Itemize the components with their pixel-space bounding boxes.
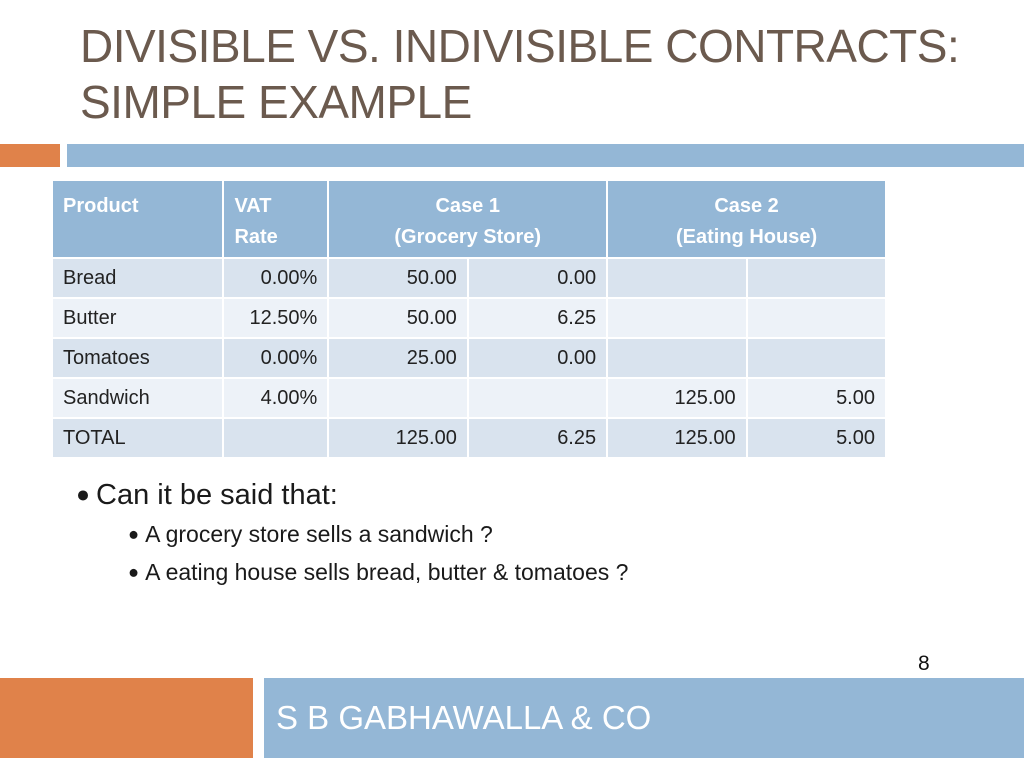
cell-case-2-amount [608, 299, 746, 337]
header-product-label: Product [63, 195, 139, 217]
top-orange-accent-bar [0, 144, 60, 167]
bullet-list [76, 474, 628, 591]
cell-case-1-vat [469, 379, 606, 417]
top-blue-accent-bar [67, 144, 1024, 167]
cell-case-2-vat [748, 299, 885, 337]
cell-product: Butter [53, 299, 222, 337]
cell-case-2-vat: 5.00 [748, 379, 885, 417]
header-case-2-line-2: (Eating House) [676, 226, 818, 248]
header-product [53, 181, 222, 257]
cell-vat-rate: 0.00% [224, 259, 327, 297]
header-case-2-line-1: Case 2 [714, 195, 779, 217]
cell-case-2-amount [608, 339, 746, 377]
slide-title [80, 18, 1000, 130]
bullet-dot-icon: ● [128, 523, 140, 544]
cell-case-2-amount: 125.00 [608, 379, 746, 417]
bullet-dot-icon: ● [128, 561, 140, 582]
slide-title-line-2: SIMPLE EXAMPLE [80, 76, 472, 128]
header-vat-line-1: VAT [234, 195, 272, 217]
table-row [53, 379, 885, 417]
table-header-row [53, 181, 885, 257]
vat-table [51, 179, 887, 459]
cell-case-2-vat [748, 259, 885, 297]
cell-product: Sandwich [53, 379, 222, 417]
header-case-1-line-1: Case 1 [435, 195, 500, 217]
sub-bullet-item [128, 553, 628, 591]
cell-case-1-amount: 25.00 [329, 339, 467, 377]
cell-vat-rate: 0.00% [224, 339, 327, 377]
cell-product: Bread [53, 259, 222, 297]
sub-bullet-text: A grocery store sells a sandwich ? [145, 521, 493, 547]
header-case-1 [329, 181, 606, 257]
header-vat-rate [224, 181, 327, 257]
bullet-dot-icon: ● [76, 481, 91, 507]
table-row [53, 299, 885, 337]
cell-case-2-vat [748, 339, 885, 377]
bottom-orange-accent-bar [0, 678, 253, 758]
cell-case-2-amount: 125.00 [608, 419, 746, 457]
cell-vat-rate: 12.50% [224, 299, 327, 337]
header-case-2 [608, 181, 885, 257]
cell-case-1-amount [329, 379, 467, 417]
cell-case-1-amount: 50.00 [329, 259, 467, 297]
cell-case-1-amount: 50.00 [329, 299, 467, 337]
bullet-item [76, 474, 628, 515]
sub-bullet-item [128, 515, 628, 553]
cell-case-1-vat: 0.00 [469, 339, 606, 377]
table-total-row [53, 419, 885, 457]
cell-total-label: TOTAL [53, 419, 222, 457]
page-number: 8 [918, 652, 930, 675]
slide-title-line-1: DIVISIBLE VS. INDIVISIBLE CONTRACTS: [80, 20, 960, 72]
footer-company-name: S B GABHAWALLA & CO [276, 699, 652, 736]
sub-bullet-text: A eating house sells bread, butter & tomatoes ? [145, 559, 629, 585]
cell-case-1-vat: 6.25 [469, 299, 606, 337]
table-row [53, 339, 885, 377]
cell-vat-rate: 4.00% [224, 379, 327, 417]
table-row [53, 259, 885, 297]
bullet-text: Can it be said that: [96, 479, 338, 511]
header-case-1-line-2: (Grocery Store) [394, 226, 542, 248]
cell-case-1-amount: 125.00 [329, 419, 467, 457]
cell-product: Tomatoes [53, 339, 222, 377]
cell-case-1-vat: 0.00 [469, 259, 606, 297]
cell-case-2-vat: 5.00 [748, 419, 885, 457]
header-vat-line-2: Rate [234, 226, 278, 248]
cell-vat-rate [224, 419, 327, 457]
cell-case-2-amount [608, 259, 746, 297]
cell-case-1-vat: 6.25 [469, 419, 606, 457]
